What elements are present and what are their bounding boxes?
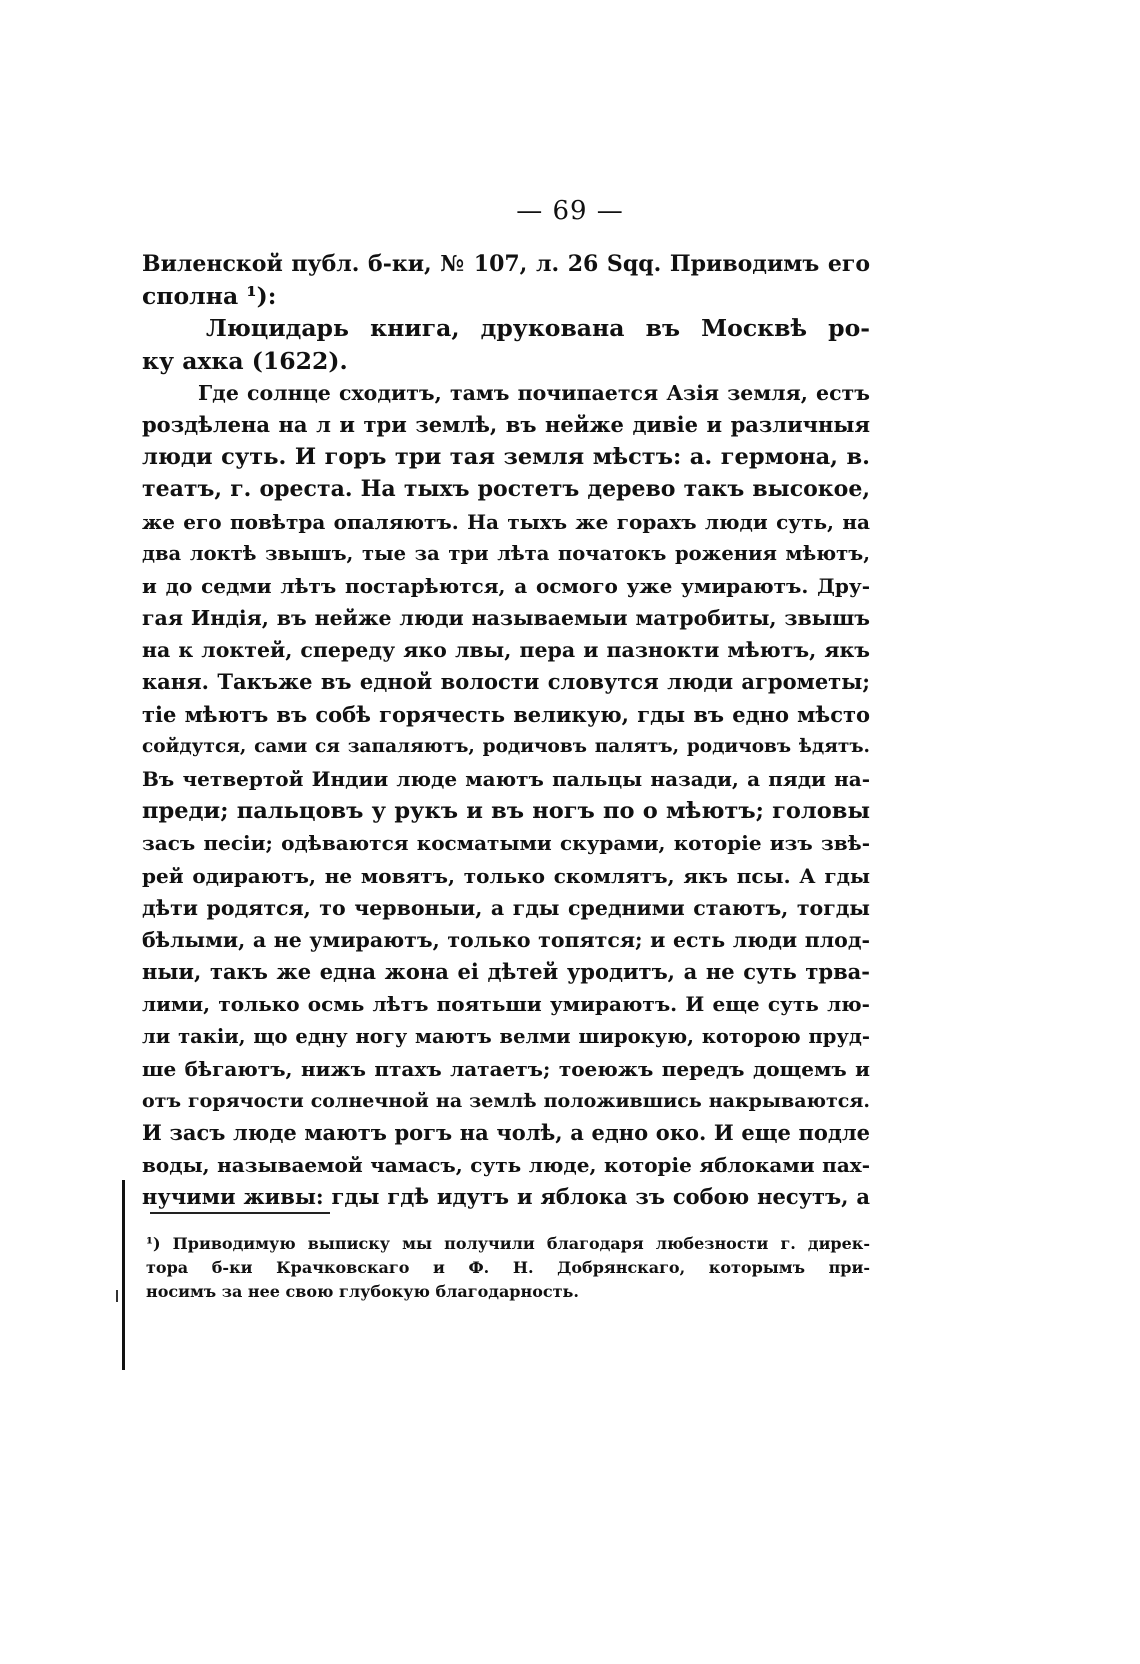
text-line: гая Индія, въ нейже люди называемыи матробиты, звышъ: [142, 606, 870, 631]
text-line: Виленской публ. б-ки, № 107, л. 26 Sqq. Приводимъ его: [142, 251, 870, 277]
text-line: люди суть. И горъ три тая земля мѣстъ: а. гермона, в.: [142, 444, 870, 471]
text-line: дѣти родятся, то червоныи, а гды средними стаютъ, тогды: [142, 895, 870, 920]
text-line: ли такіи, що едну ногу маютъ велми широкую, которою пруд-: [142, 1024, 870, 1048]
margin-bar: [122, 1180, 125, 1370]
text-line: лими, только осмь лѣтъ поятьши умираютъ. И еще суть лю-: [142, 992, 870, 1017]
text-line: сойдутся, сами ся запаляютъ, родичовъ палятъ, родичовъ ѣдятъ.: [142, 735, 870, 757]
page-number: — 69 —: [516, 196, 624, 226]
footnote-line: тора б-ки Крачковскаго и Ф. Н. Добрянскаго, которымъ при-: [146, 1258, 870, 1277]
text-line: тіе мѣютъ въ собѣ горячесть великую, гды въ едно мѣсто: [142, 701, 870, 727]
text-line: Люцидарь книга, друкована въ Москвѣ ро-: [206, 314, 870, 343]
text-line: отъ горячости солнечной на землѣ положившись накрываются.: [142, 1089, 870, 1112]
text-line: воды, называемой чамасъ, суть люде, которіе яблоками пах-: [142, 1153, 870, 1178]
text-line: засъ песіи; одѣваются косматыми скурами, которіе изъ звѣ-: [142, 831, 870, 856]
text-line: каня. Такъже въ едной волости словутся люди агрометы;: [142, 669, 870, 695]
footnote-line: ¹) Приводимую выписку мы получили благодаря любезности г. дирек-: [146, 1234, 870, 1253]
text-line: на к локтей, спереду яко лвы, пера и пазнокти мѣютъ, якъ: [142, 638, 870, 663]
footnote-rule: [150, 1212, 330, 1214]
text-line: бѣлыми, а не умираютъ, только топятся; и есть люди плод-: [142, 927, 870, 952]
text-line: и до седми лѣтъ постарѣются, а осмого уже умираютъ. Дру-: [142, 573, 870, 598]
text-line: театъ, г. ореста. На тыхъ ростетъ дерево такъ высокое,: [142, 476, 870, 503]
text-line: ныи, такъ же една жона еі дѣтей уродитъ, а не суть трва-: [142, 959, 870, 985]
text-line: же его повѣтра опаляютъ. На тыхъ же горахъ люди суть, на: [142, 509, 870, 534]
text-line: нучими живы: гды гдѣ идутъ и яблока зъ собою несутъ, а: [142, 1184, 870, 1210]
text-line: И засъ люде маютъ рогъ на чолѣ, а едно око. И еще подле: [142, 1120, 870, 1146]
text-line: рей одираютъ, не мовятъ, только скомлятъ, якъ псы. А гды: [142, 863, 870, 888]
text-line: роздѣлена на л и три землѣ, въ нейже дивіе и различныя: [142, 411, 870, 437]
text-line: ку ахка (1622).: [142, 346, 348, 375]
margin-tick: [116, 1290, 118, 1302]
footnote-line: носимъ за нее свою глубокую благодарность.: [146, 1282, 579, 1301]
text-line: преди; пальцовъ у рукъ и въ ногъ по о мѣютъ; головы: [142, 798, 870, 825]
text-line: Въ четвертой Индии люде маютъ пальцы назади, а пяди на-: [142, 767, 870, 791]
text-line: сполна ¹):: [142, 282, 277, 311]
footnote: [146, 1232, 870, 1304]
body-text: [142, 248, 870, 1214]
text-line: два локтѣ звышъ, тые за три лѣта початокъ рожения мѣютъ,: [142, 541, 870, 565]
text-line: Где солнце сходитъ, тамъ почипается Азія земля, естъ: [198, 380, 870, 405]
text-line: ше бѣгаютъ, нижъ птахъ латаетъ; тоеюжъ передъ дощемъ и: [142, 1056, 870, 1081]
